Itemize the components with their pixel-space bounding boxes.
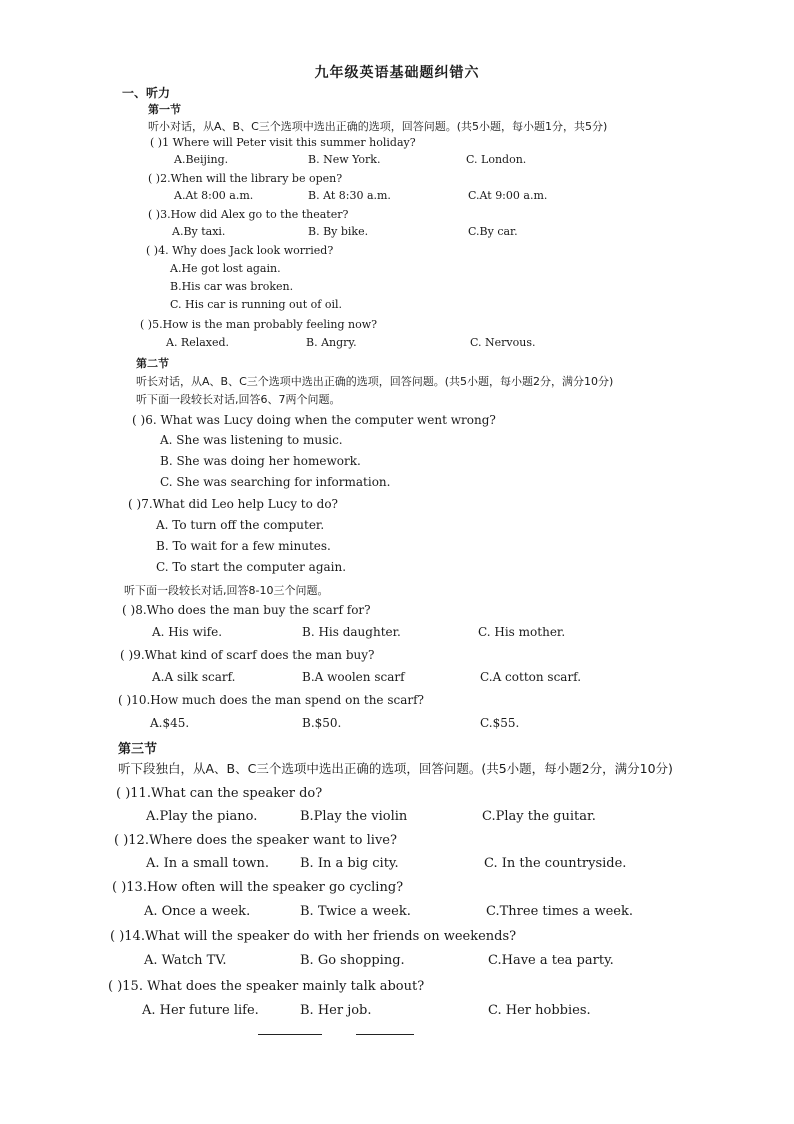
option-c[interactable]: C.Play the guitar. [482, 809, 596, 824]
option-a[interactable]: A.A silk scarf. [152, 670, 236, 684]
section-1-instructions: 听小对话，从A、B、C三个选项中选出正确的选项，回答问题。(共5小题，每小题1分，共5分) [148, 120, 608, 133]
section-2-instructions: 听长对话，从A、B、C三个选项中选出正确的选项，回答问题。(共5小题，每小题2分，满分10分) [136, 375, 614, 388]
footer-rule-right [356, 1034, 414, 1035]
answer-blank[interactable]: ( ) [112, 880, 127, 895]
answer-blank[interactable]: ( ) [148, 172, 161, 185]
option-c[interactable]: C. In the countryside. [484, 856, 627, 871]
option-b[interactable]: B. His daughter. [302, 625, 401, 639]
option-a[interactable]: A.By taxi. [172, 225, 226, 238]
option-c[interactable]: C.A cotton scarf. [480, 670, 582, 684]
question-15 [108, 979, 424, 994]
question-7 [128, 497, 338, 511]
question-text: 11.What can the speaker do? [130, 786, 323, 801]
option-b[interactable]: B. Her job. [300, 1003, 372, 1018]
question-11 [116, 786, 322, 801]
question-text: 3.How did Alex go to the theater? [160, 208, 349, 221]
option-b[interactable]: B. New York. [308, 153, 381, 166]
question-1 [150, 136, 416, 149]
option-b[interactable]: B.$50. [302, 716, 342, 730]
option-c[interactable]: C. Nervous. [470, 336, 536, 349]
option-b[interactable]: B. Twice a week. [300, 904, 411, 919]
option-a[interactable]: A.At 8:00 a.m. [174, 189, 254, 202]
answer-blank[interactable]: ( ) [148, 208, 161, 221]
option-c[interactable]: C.$55. [480, 716, 520, 730]
option-c[interactable]: C. Her hobbies. [488, 1003, 591, 1018]
option-b[interactable]: B. She was doing her homework. [160, 454, 361, 468]
question-3 [148, 208, 348, 221]
question-text: 15. What does the speaker mainly talk about? [122, 979, 425, 994]
question-text: 4. Why does Jack look worried? [158, 244, 334, 257]
option-a[interactable]: A.$45. [150, 716, 190, 730]
answer-blank[interactable]: ( ) [108, 979, 123, 994]
answer-blank[interactable]: ( ) [132, 413, 146, 427]
option-a[interactable]: A.Beijing. [174, 153, 229, 166]
answer-blank[interactable]: ( ) [150, 136, 163, 149]
question-14 [110, 929, 516, 944]
section-2-heading: 第二节 [136, 357, 169, 370]
question-5 [140, 318, 377, 331]
question-text: 12.Where does the speaker want to live? [128, 833, 397, 848]
question-2 [148, 172, 342, 185]
section-1-heading: 第一节 [148, 103, 181, 116]
option-a[interactable]: A.He got lost again. [170, 262, 281, 275]
question-text: 10.How much does the man spend on the scarf? [131, 693, 424, 707]
option-c[interactable]: C. His mother. [478, 625, 566, 639]
option-b[interactable]: B. Angry. [306, 336, 357, 349]
option-b[interactable]: B.His car was broken. [170, 280, 294, 293]
question-4 [146, 244, 333, 257]
answer-blank[interactable]: ( ) [122, 603, 136, 617]
option-a[interactable]: A. His wife. [152, 625, 223, 639]
option-a[interactable]: A. She was listening to music. [160, 433, 343, 447]
footer-rule-left [258, 1034, 322, 1035]
option-c[interactable]: C.By car. [468, 225, 518, 238]
option-c[interactable]: C.Three times a week. [486, 904, 634, 919]
question-9 [120, 648, 374, 662]
question-text: 7.What did Leo help Lucy to do? [141, 497, 338, 511]
answer-blank[interactable]: ( ) [110, 929, 125, 944]
option-a[interactable]: A.Play the piano. [146, 809, 258, 824]
option-c[interactable]: C. To start the computer again. [156, 560, 347, 574]
option-b[interactable]: B. To wait for a few minutes. [156, 539, 331, 553]
option-c[interactable]: C.At 9:00 a.m. [468, 189, 548, 202]
question-text: 8.Who does the man buy the scarf for? [135, 603, 371, 617]
question-text: 14.What will the speaker do with her friends on weekends? [124, 929, 517, 944]
answer-blank[interactable]: ( ) [116, 786, 131, 801]
page-title: 九年级英语基础题纠错六 [314, 65, 480, 81]
answer-blank[interactable]: ( ) [114, 833, 129, 848]
question-8 [122, 603, 371, 617]
option-b[interactable]: B. At 8:30 a.m. [308, 189, 391, 202]
answer-blank[interactable]: ( ) [128, 497, 142, 511]
option-c[interactable]: C.Have a tea party. [488, 953, 614, 968]
option-a[interactable]: A. Once a week. [144, 904, 251, 919]
section-3-heading: 第三节 [118, 742, 158, 757]
option-a[interactable]: A. Relaxed. [166, 336, 230, 349]
question-text: 6. What was Lucy doing when the computer went wrong? [145, 413, 496, 427]
question-6 [132, 413, 496, 427]
question-text: 2.When will the library be open? [160, 172, 343, 185]
question-12 [114, 833, 397, 848]
part-heading: 一、听力 [122, 86, 171, 100]
answer-blank[interactable]: ( ) [118, 693, 132, 707]
question-text: 1 Where will Peter visit this summer holiday? [162, 136, 416, 149]
option-b[interactable]: B.Play the violin [300, 809, 408, 824]
option-c[interactable]: C. London. [466, 153, 527, 166]
option-b[interactable]: B. By bike. [308, 225, 369, 238]
option-b[interactable]: B. In a big city. [300, 856, 399, 871]
question-10 [118, 693, 424, 707]
section-2-dialogue-note-1: 听下面一段较长对话,回答6、7两个问题。 [136, 393, 341, 406]
question-text: 9.What kind of scarf does the man buy? [133, 648, 375, 662]
option-c[interactable]: C. His car is running out of oil. [170, 298, 343, 311]
option-b[interactable]: B.A woolen scarf [302, 670, 405, 684]
answer-blank[interactable]: ( ) [120, 648, 134, 662]
option-a[interactable]: A. In a small town. [146, 856, 270, 871]
question-13 [112, 880, 403, 895]
option-a[interactable]: A. To turn off the computer. [156, 518, 325, 532]
section-3-instructions: 听下段独白，从A、B、C三个选项中选出正确的选项，回答问题。(共5小题，每小题2分，满分10分) [118, 761, 673, 776]
answer-blank[interactable]: ( ) [146, 244, 159, 257]
option-b[interactable]: B. Go shopping. [300, 953, 405, 968]
question-text: 5.How is the man probably feeling now? [152, 318, 378, 331]
answer-blank[interactable]: ( ) [140, 318, 153, 331]
question-text: 13.How often will the speaker go cycling? [126, 880, 404, 895]
option-c[interactable]: C. She was searching for information. [160, 475, 391, 489]
option-a[interactable]: A. Her future life. [142, 1003, 259, 1018]
section-2-dialogue-note-2: 听下面一段较长对话,回答8-10三个问题。 [124, 584, 329, 597]
option-a[interactable]: A. Watch TV. [144, 953, 227, 968]
